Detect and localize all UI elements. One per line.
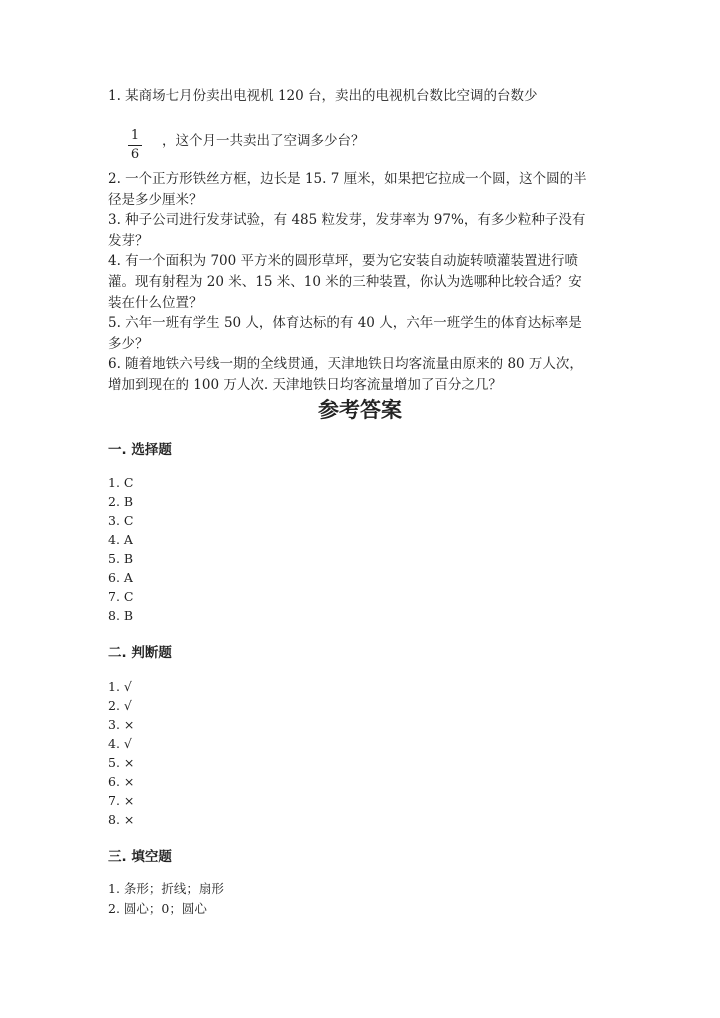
answer-item: 4. A [108, 532, 133, 547]
answer-item: 5. B [108, 551, 134, 566]
question-1-line-1: 1. 某商场七月份卖出电视机 120 台，卖出的电视机台数比空调的台数少 [108, 88, 538, 104]
answers-title: 参考答案 [318, 397, 402, 422]
answer-item: 2. B [108, 494, 134, 509]
question-6-line-1: 6. 随着地铁六号线一期的全线贯通，天津地铁日均客流量由原来的 80 万人次， [108, 356, 583, 372]
answer-item: 6. A [108, 570, 133, 585]
answer-item: 6. × [108, 774, 135, 789]
question-4-line-3: 装在什么位置？ [108, 295, 203, 311]
question-3-line-2: 发芽？ [108, 233, 149, 249]
answer-item: 5. × [108, 755, 135, 770]
answer-item: 4. √ [108, 736, 132, 751]
answer-item: 1. 条形；折线；扇形 [108, 881, 224, 896]
answer-item: 3. C [108, 513, 134, 528]
section-heading-choice: 一. 选择题 [108, 442, 172, 458]
answer-item: 2. √ [108, 698, 132, 713]
question-1-line-2: ，这个月一共卖出了空调多少台？ [162, 133, 365, 149]
fraction-bar [128, 145, 142, 146]
answer-item: 1. √ [108, 679, 132, 694]
answer-item: 8. B [108, 608, 134, 623]
answer-item: 3. × [108, 717, 135, 732]
answer-item: 7. C [108, 589, 134, 604]
question-4-line-2: 灌。现有射程为 20 米、15 米、10 米的三种装置，你认为选哪种比较合适？安 [108, 274, 582, 290]
question-5-line-2: 多少？ [108, 336, 149, 352]
question-6-line-2: 增加到现在的 100 万人次. 天津地铁日均客流量增加了百分之几？ [108, 377, 502, 393]
question-5-line-1: 5. 六年一班有学生 50 人，体育达标的有 40 人，六年一班学生的体育达标率是 [108, 315, 582, 331]
fraction-one-sixth [128, 128, 142, 163]
section-heading-judgment: 二. 判断题 [108, 645, 172, 661]
answer-item: 2. 圆心；0；圆心 [108, 901, 207, 916]
fraction-numerator: 1 [130, 128, 140, 143]
question-2-line-1: 2. 一个正方形铁丝方框，边长是 15. 7 厘米，如果把它拉成一个圆，这个圆的半 [108, 171, 587, 187]
question-2-line-2: 径是多少厘米？ [108, 192, 203, 208]
answer-item: 7. × [108, 793, 135, 808]
fraction-denominator: 6 [130, 147, 140, 162]
answer-item: 1. C [108, 475, 134, 490]
section-heading-fill-blank: 三. 填空题 [108, 849, 172, 865]
answer-item: 8. × [108, 812, 135, 827]
question-3-line-1: 3. 种子公司进行发芽试验，有 485 粒发芽，发芽率为 97%，有多少粒种子没有 [108, 212, 586, 228]
question-4-line-1: 4. 有一个面积为 700 平方米的圆形草坪，要为它安装自动旋转喷灌装置进行喷 [108, 253, 579, 269]
